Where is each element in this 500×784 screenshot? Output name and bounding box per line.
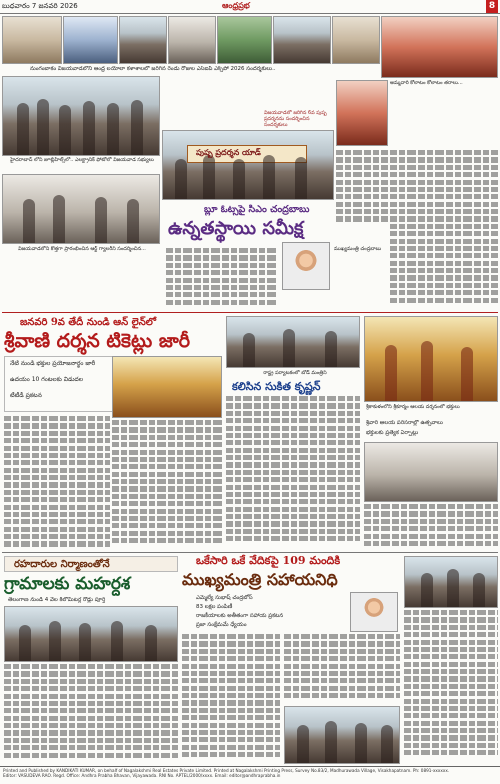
- expo-photo-4: [168, 16, 216, 64]
- srivani-headline: శ్రీవాణి దర్శన టికెట్లు జారీ: [4, 330, 190, 352]
- page-number: 8: [486, 0, 498, 13]
- relief-bullet-4: ప్రజా సంక్షేమమే ధ్యేయం: [196, 622, 247, 628]
- right-column-body: [390, 150, 498, 310]
- relief-bullet-2: 83 లక్షల పంపిణీ: [196, 604, 233, 610]
- temple-bullet-2: భక్తులకు ప్రత్యేక ఏర్పాట్లు: [366, 430, 419, 436]
- relief-distribution-photo: [284, 706, 400, 764]
- relief-bullet-3: రాజకీయాలకు అతీతంగా సహాయ ప్రకటన: [196, 613, 284, 619]
- meeting-body: [226, 396, 360, 550]
- cm-headline: ఉన్నతస్థాయి సమీక్ష: [168, 218, 304, 239]
- cm-story-body: [166, 248, 278, 310]
- section-divider: [2, 312, 498, 313]
- roads-subhead: తెలంగాణ నుండి 4 వేల కిలోమీటర్ల రోడ్లు పూర్తి: [8, 597, 106, 603]
- right-event-body: [404, 610, 498, 764]
- mla-portrait: [350, 592, 398, 632]
- expo-photo-2: [63, 16, 118, 64]
- art-gallery-caption: విజయవాడలోని కొత్తగా ప్రారంభించిన ఆర్ట్ గ్యాలరీని సందర్శించిన...: [18, 246, 146, 252]
- kolatam-caption: అమ్మవారి కోలాటం కోలాటం తరాలు...: [390, 80, 463, 86]
- lower-divider: [2, 552, 498, 553]
- kolatam-photo: [381, 16, 498, 78]
- srivani-bullet-2: ఉదయం 10 గంటలకు విడుదల: [10, 376, 84, 383]
- art-gallery-photo: [2, 174, 160, 244]
- srivani-bullet-3: టీటీడీ ప్రకటన: [10, 392, 42, 399]
- temple-bullet-1: శ్రీవారి ఆలయ పరిసరాల్లో ఉత్సవాలు: [366, 420, 443, 426]
- srikurmam-photo: [364, 316, 498, 402]
- roads-photo: [4, 606, 178, 662]
- relief-kicker: ఒకేసారి ఒకే వేదికపై 109 మందికి: [196, 554, 341, 567]
- issue-date: బుధవారం 7 జనవరి 2026: [2, 2, 78, 10]
- right-event-photo: [404, 556, 498, 608]
- masthead: ఆంధ్రప్రభ: [222, 1, 250, 10]
- roads-body: [4, 664, 178, 764]
- srivani-body-col2: [112, 420, 222, 550]
- expo-photo-7: [332, 16, 380, 64]
- flower-show-banner: పుష్ప ప్రదర్శన యాడ్: [196, 147, 261, 157]
- meeting-headline: కలిసిన సుకిత కృష్ణన్: [232, 380, 321, 393]
- srivani-body-col1: [4, 416, 110, 550]
- dancer-photo: [336, 80, 388, 146]
- imprint-line-1: Printed and Published by KANDIKATI KUMAR, on behalf of Nagalakshmi Real Estates Private Limited. Printed at Nagalakshmi Printing Press, Survey No.83/2, Madhurawada Village, Visakhapatnam. Ph: 0891-xxxxxx.: [3, 768, 450, 773]
- jubilee-hills-photo: [2, 76, 160, 156]
- expo-photo-1: [2, 16, 62, 64]
- srivani-kicker: జనవరి 9వ తేదీ నుండి ఆన్ లైన్‌లో: [20, 317, 157, 328]
- mid-column-body: [336, 150, 388, 230]
- relief-body-col1: [182, 634, 280, 764]
- cm-portrait: [282, 242, 330, 290]
- srikurmam-caption: శ్రీకాకుళంలోని శ్రీకూర్మం ఆలయ దర్శనంలో భక్తులు: [366, 404, 460, 410]
- page-header: [0, 0, 500, 14]
- flower-show-photo: [162, 130, 334, 200]
- relief-bullet-1: ఎమ్మెల్యే సుభాష్ చంద్రబోస్: [196, 595, 253, 601]
- cm-photo-caption: ముఖ్యమంత్రి చంద్రబాబు: [334, 246, 382, 252]
- temple-procession-photo: [364, 442, 498, 502]
- srivani-bullet-1: నేటి నుండి భక్తుల ప్రయోజనార్థం జారీ: [10, 360, 96, 367]
- imprint-footer: [0, 766, 500, 784]
- cm-kicker: బ్లూ ఓట్సపై సిఎం చంద్రబాబు: [204, 204, 310, 215]
- roads-kicker: రహదారుల నిర్మాణంతోనే: [14, 559, 110, 570]
- relief-headline: ముఖ్యమంత్రి సహాయనిధి: [182, 570, 338, 589]
- roads-headline: గ్రామాలకు మహర్దశ: [4, 574, 131, 594]
- expo-photo-6: [273, 16, 331, 64]
- flower-show-note: విజయవాడలో జరిగిన 6వ పుష్ప ప్రదర్శనను సందర్శించిన సందర్శకులు: [264, 110, 327, 128]
- expo-caption: నుంగంబాకం విజయవాడలోని ఆంధ్ర లయోలా కళాశాలలో జరిగిన రెండు రోజుల ఎస్ఐపీ ఎక్స్‌పో 2026 సందర్శకులు..: [30, 66, 276, 72]
- meeting-photo: [226, 316, 360, 368]
- meeting-kicker: రాష్ట్ర పర్యాటకంలో బోడ్ మంత్రిని: [263, 370, 327, 376]
- tirumala-photo: [112, 356, 222, 418]
- jubilee-caption: హైదరాబాద్ లోని జూబ్లీహిల్స్‌లో.. ఎలక్ట్రానిక్ ఫోటోలో విజయవాడ సభ్యులు: [10, 157, 154, 163]
- relief-body-col2: [284, 634, 400, 704]
- imprint-line-2: Editor: VASUDEVA RAO. Regd. Office: Andhra Prabha Bhavan, Vijayawada. RNI No. APTEL/2000/xxxx. Email: editor@andhraprabha.in: [3, 773, 281, 778]
- expo-photo-5: [217, 16, 272, 64]
- expo-photo-3: [119, 16, 167, 64]
- temple-body: [364, 504, 498, 550]
